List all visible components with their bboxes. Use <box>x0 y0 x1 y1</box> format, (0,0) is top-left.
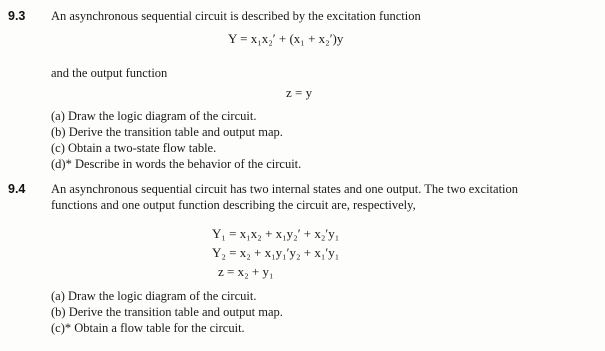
problem-9-4-part-c: (c)* Obtain a flow table for the circuit. <box>51 321 245 335</box>
output-equation-z2: z = x₂ + y₁ <box>218 264 274 279</box>
output-function-intro: and the output function <box>51 66 168 80</box>
problem-9-3-intro: An asynchronous sequential circuit is described by the excitation function <box>51 9 421 23</box>
problem-number-9-3: 9.3 <box>8 9 26 23</box>
problem-9-3-part-c: (c) Obtain a two-state flow table. <box>51 141 217 155</box>
problem-9-4-intro-line-1: An asynchronous sequential circuit has two internal states and one output. The two excitation <box>51 182 519 196</box>
excitation-equation-Y: Y = x₁x₂′ + (x₁ + x₂′)y <box>228 31 344 46</box>
excitation-equation-Y2: Y₂ = x₂ + x₁y₁′y₂ + x₁′y₁ <box>212 245 340 260</box>
problem-9-3-part-d: (d)* Describe in words the behavior of the circuit. <box>51 157 302 171</box>
problem-9-4-part-b: (b) Derive the transition table and output map. <box>51 305 283 319</box>
output-equation-z: z = y <box>286 85 313 100</box>
problem-9-4-part-a: (a) Draw the logic diagram of the circuit. <box>51 289 257 303</box>
problem-number-9-4: 9.4 <box>8 182 26 196</box>
problem-9-3-part-b: (b) Derive the transition table and output map. <box>51 125 283 139</box>
problem-9-3-part-a: (a) Draw the logic diagram of the circuit. <box>51 109 257 123</box>
problem-9-4-intro-line-2: functions and one output function describing the circuit are, respectively, <box>51 198 416 212</box>
excitation-equation-Y1: Y₁ = x₁x₂ + x₁y₂′ + x₂′y₁ <box>212 226 340 241</box>
